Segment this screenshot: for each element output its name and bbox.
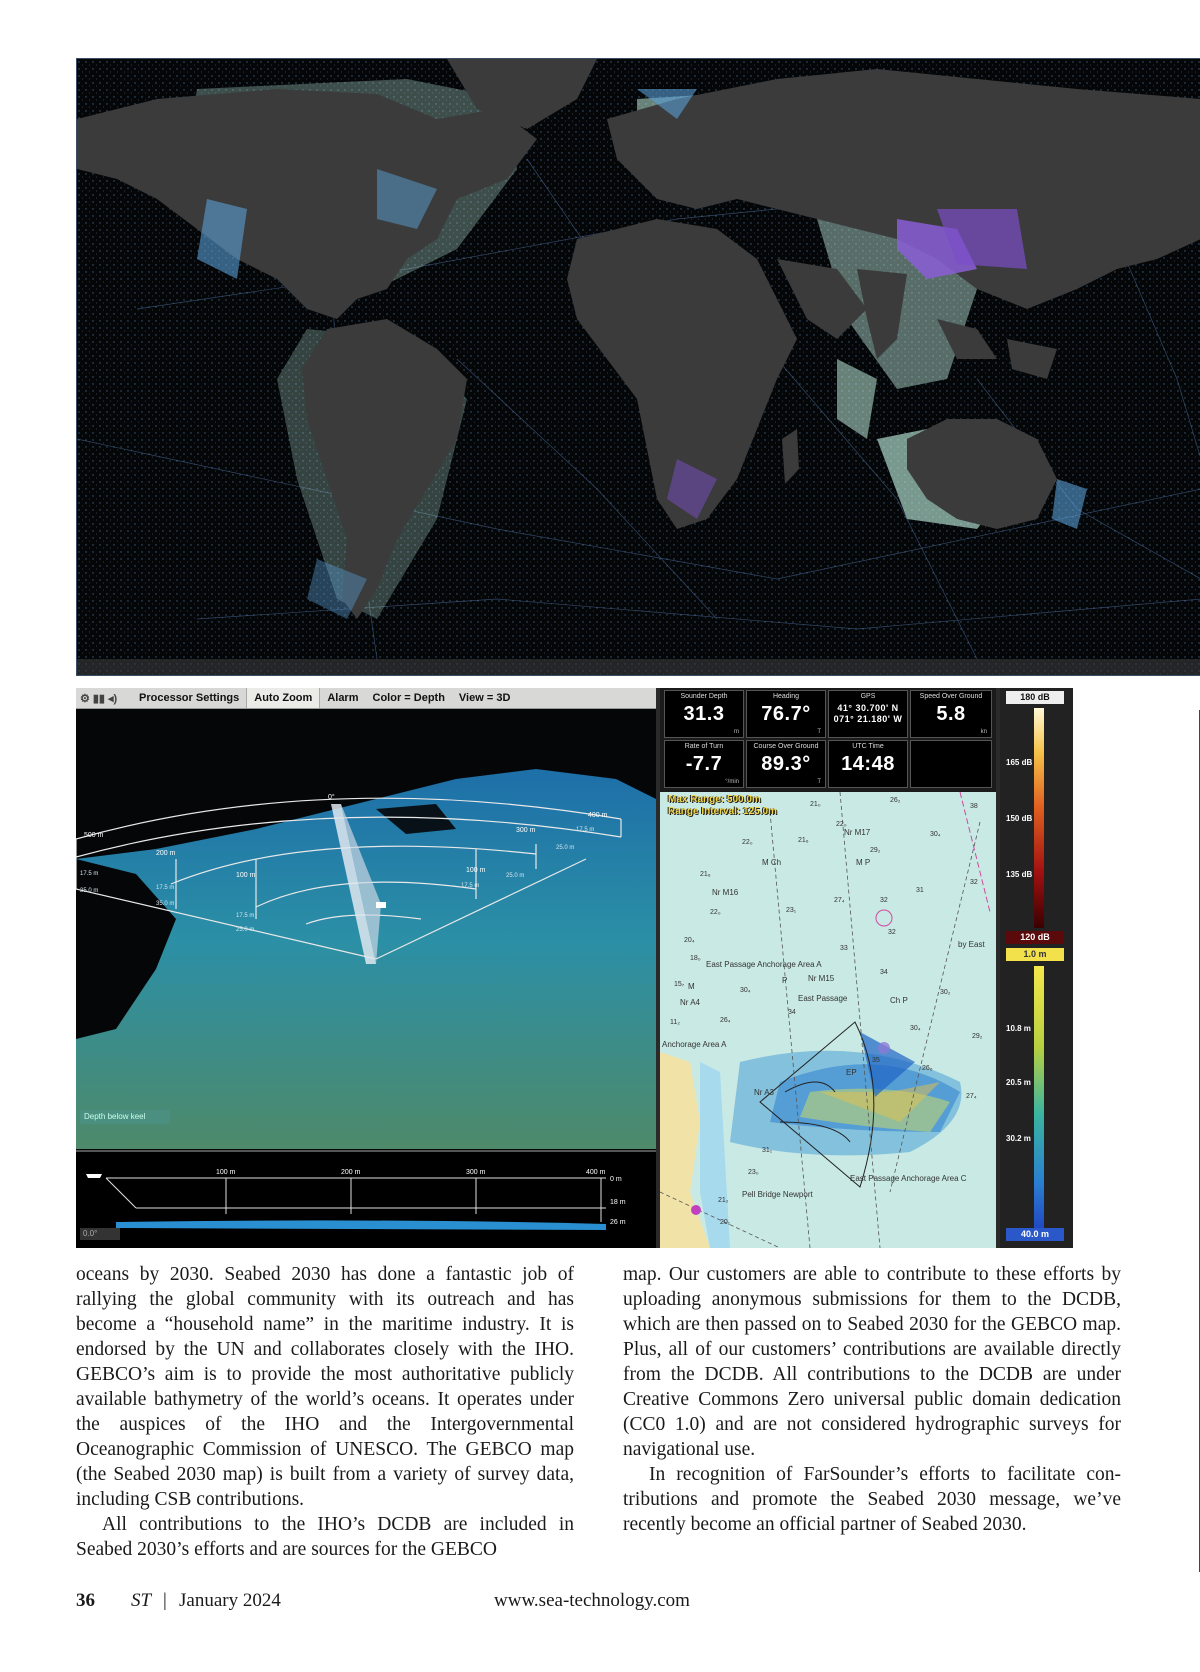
svg-text:0 m: 0 m	[610, 1176, 622, 1183]
depth-tick-label: 20.5 m	[1006, 1078, 1031, 1087]
article-paragraph: All contributions to the IHO’s DCDB are included in Seabed 2030’s efforts and are sources for the GEBCO	[76, 1514, 574, 1560]
chart-label: Nr A4	[680, 998, 701, 1007]
svg-text:15₇: 15₇	[674, 981, 685, 988]
processor-settings-button[interactable]: Processor Settings	[139, 692, 240, 704]
article-paragraph: map. Our customers are able to contribute to these efforts by uploading anonymous submissions for them to the DCDB, which are then passed on to Seabed 2030 for the GEBCO map. Plus, all of our customers’ contributions are available directly from the DCDB. All contributions to the DCDB are under Creative Commons Zero universal public domain dedication (CC0 1.0) and are not considered hydrographic surveys for navigational use.	[623, 1264, 1121, 1460]
website-url[interactable]: www.sea-technology.com	[494, 1590, 690, 1611]
rate-of-turn-readout: Rate of Turn -7.7 °/min	[664, 740, 744, 788]
svg-text:31: 31	[916, 887, 924, 894]
chart-label: M	[688, 982, 695, 991]
svg-text:35: 35	[872, 1057, 880, 1064]
article-left-column	[76, 1262, 574, 1562]
svg-text:32: 32	[880, 897, 888, 904]
color-scale-graphic	[1000, 688, 1073, 1248]
svg-text:30₂: 30₂	[940, 989, 951, 996]
svg-text:100 m: 100 m	[216, 1169, 236, 1176]
world-map-graphic	[77, 59, 1200, 676]
svg-text:32: 32	[888, 929, 896, 936]
db-tick-label: 135 dB	[1006, 870, 1033, 879]
svg-text:23₀: 23₀	[748, 1169, 759, 1176]
chart-label: Nr M16	[712, 888, 739, 897]
svg-text:20₄: 20₄	[684, 937, 695, 944]
sonar-3d-view[interactable]	[76, 709, 656, 1149]
svg-text:400 m: 400 m	[588, 812, 608, 819]
course-over-ground-readout: Course Over Ground 89.3° T	[746, 740, 826, 788]
svg-text:11₂: 11₂	[670, 1019, 680, 1026]
svg-text:17.5 m: 17.5 m	[236, 913, 255, 919]
chart-label: East Passage Anchorage Area C	[850, 1174, 967, 1183]
sonar-3d-panel	[76, 688, 656, 1248]
svg-text:21₀: 21₀	[810, 801, 821, 808]
svg-text:33: 33	[840, 945, 848, 952]
article-right-column	[623, 1262, 1121, 1537]
speed-over-ground-readout: Speed Over Ground 5.8 kn	[910, 690, 992, 738]
depth-max-label: 40.0 m	[1006, 1228, 1064, 1241]
svg-text:20₁: 20₁	[720, 1219, 731, 1226]
svg-text:26₂: 26₂	[890, 797, 901, 804]
svg-text:25.0 m: 25.0 m	[556, 845, 575, 851]
db-tick-label: 150 dB	[1006, 814, 1033, 823]
sounder-depth-readout: Sounder Depth 31.3 m	[664, 690, 744, 738]
publication-abbrev: ST	[131, 1590, 152, 1611]
heading-readout: Heading 76.7° T	[746, 690, 826, 738]
svg-text:21₂: 21₂	[718, 1197, 729, 1204]
chart-label: Pell Bridge Newport	[742, 1190, 813, 1199]
color-mode-button[interactable]: Color = Depth	[372, 692, 445, 704]
svg-text:30₄: 30₄	[910, 1025, 921, 1032]
svg-text:29₂: 29₂	[972, 1033, 983, 1040]
gear-icon[interactable]: ⚙	[80, 692, 90, 705]
depth-min-label: 1.0 m	[1006, 948, 1064, 961]
vessel-marker	[376, 902, 386, 908]
svg-text:29₂: 29₂	[870, 847, 881, 854]
svg-text:100 m: 100 m	[466, 867, 486, 874]
svg-text:30₄: 30₄	[740, 987, 751, 994]
svg-text:22₀: 22₀	[836, 821, 847, 828]
svg-text:26 m: 26 m	[610, 1219, 626, 1226]
nautical-chart-panel[interactable]	[660, 792, 996, 1248]
svg-text:27₄: 27₄	[834, 897, 845, 904]
svg-text:22₀: 22₀	[710, 909, 721, 916]
speaker-icon[interactable]: ◂)	[107, 692, 118, 705]
svg-text:35.0 m: 35.0 m	[156, 901, 175, 907]
svg-text:300 m: 300 m	[466, 1169, 486, 1176]
svg-text:27₄: 27₄	[966, 1093, 977, 1100]
chart-label: Ch P	[890, 996, 908, 1005]
svg-text:18 m: 18 m	[610, 1199, 626, 1206]
color-scale-bar	[1000, 688, 1073, 1248]
page-number: 36	[76, 1590, 95, 1611]
svg-text:18₀: 18₀	[690, 955, 701, 962]
svg-text:21₆: 21₆	[798, 837, 809, 844]
db-tick-label: 165 dB	[1006, 758, 1033, 767]
svg-text:400 m: 400 m	[586, 1169, 606, 1176]
db-max-label: 180 dB	[1006, 691, 1064, 704]
toolbar-icons	[76, 688, 132, 708]
chart-label: by East	[958, 940, 985, 949]
svg-text:17.5 m: 17.5 m	[461, 883, 480, 889]
db-min-label: 120 dB	[1006, 931, 1064, 944]
buoy-marker	[691, 1205, 701, 1215]
svg-text:17.5 m: 17.5 m	[576, 827, 595, 833]
chart-label: East Passage	[798, 994, 848, 1003]
article-paragraph: In recognition of FarSounder’s efforts to facilitate contributions and promote the Seabed 2030 message, we’ve recently become an official partner of Seabed 2030.	[623, 1464, 1121, 1535]
chart-label: M Ch	[762, 858, 782, 867]
chart-label: Nr A3	[754, 1088, 775, 1097]
world-bathymetry-map	[76, 58, 1200, 676]
utc-time-readout: UTC Time 14:48	[828, 740, 908, 788]
svg-text:500 m: 500 m	[84, 832, 104, 839]
page-footer	[76, 1590, 1076, 1620]
svg-text:34: 34	[788, 1009, 796, 1016]
svg-text:100 m: 100 m	[236, 872, 256, 879]
svg-text:17.5 m: 17.5 m	[80, 871, 99, 877]
svg-text:200 m: 200 m	[341, 1169, 361, 1176]
svg-text:25.0 m: 25.0 m	[236, 927, 255, 933]
sonar-toolbar	[76, 688, 656, 709]
tilt-angle-chip[interactable]: 0.0°	[80, 1228, 120, 1240]
svg-text:300 m: 300 m	[516, 827, 536, 834]
svg-text:34: 34	[880, 969, 888, 976]
chart-label: Nr M17	[844, 828, 871, 837]
chart-label: East Passage Anchorage Area A	[706, 960, 822, 969]
auto-zoom-button[interactable]: Auto Zoom	[246, 688, 320, 708]
chart-label: Nr M15	[808, 974, 835, 983]
svg-text:35.0 m: 35.0 m	[80, 888, 99, 894]
article-paragraph: oceans by 2030. Seabed 2030 has done a fantastic job of rallying the global community with its outreach and has become a “household name” in the maritime industry. It is endorsed by the UN and collaborates closely with the IHO. GEBCO’s aim is to provide the most authoritative publicly available bathymetry of the world’s oceans. It operates under the auspices of the IHO and the Intergovernmental Oceanographic Commission of UNESCO. The GEBCO map (the Seabed 2030 map) is built from a variety of survey data, including CSB contributions.	[76, 1264, 574, 1510]
range-interval-readout: Range Interval: 125.0m	[668, 806, 777, 817]
depth-tick-label: 30.2 m	[1006, 1134, 1031, 1143]
instrument-panel	[660, 688, 996, 792]
view-mode-button[interactable]: View = 3D	[458, 692, 511, 704]
alarm-button[interactable]: Alarm	[327, 692, 359, 704]
svg-text:22₀: 22₀	[742, 839, 753, 846]
svg-text:17.5 m: 17.5 m	[156, 885, 175, 891]
svg-text:200 m: 200 m	[156, 850, 176, 857]
side-profile-view[interactable]	[76, 1150, 656, 1248]
svg-text:26₄: 26₄	[720, 1017, 731, 1024]
issue-date: January 2024	[179, 1590, 281, 1611]
svg-text:32: 32	[970, 879, 978, 886]
svg-text:21₆: 21₆	[700, 871, 711, 878]
svg-text:38: 38	[970, 803, 978, 810]
chart-label: P	[782, 976, 788, 985]
svg-text:26₆: 26₆	[922, 1065, 933, 1072]
empty-readout-slot	[910, 740, 992, 788]
svg-text:25.0 m: 25.0 m	[506, 873, 525, 879]
vessel-icon	[86, 1174, 102, 1178]
chart-label: M P	[856, 858, 871, 867]
farsounder-sonar-screenshot	[76, 688, 1073, 1248]
max-range-readout: Max Range: 500.0m	[668, 794, 761, 805]
gps-readout: GPS 41° 30.700' N 071° 21.180' W	[828, 690, 908, 738]
footer-separator: |	[163, 1590, 167, 1611]
depth-tick-label: 10.8 m	[1006, 1024, 1031, 1033]
svg-text:30₄: 30₄	[930, 831, 941, 838]
svg-text:0°: 0°	[328, 794, 335, 801]
chart-label: Anchorage Area A	[662, 1040, 727, 1049]
svg-text:23₁: 23₁	[786, 907, 797, 914]
bars-icon[interactable]: ▮▮	[92, 692, 105, 705]
svg-text:31₁: 31₁	[762, 1147, 773, 1154]
chart-label: EP	[846, 1068, 857, 1077]
depth-below-keel-chip[interactable]: Depth below keel	[80, 1110, 170, 1124]
